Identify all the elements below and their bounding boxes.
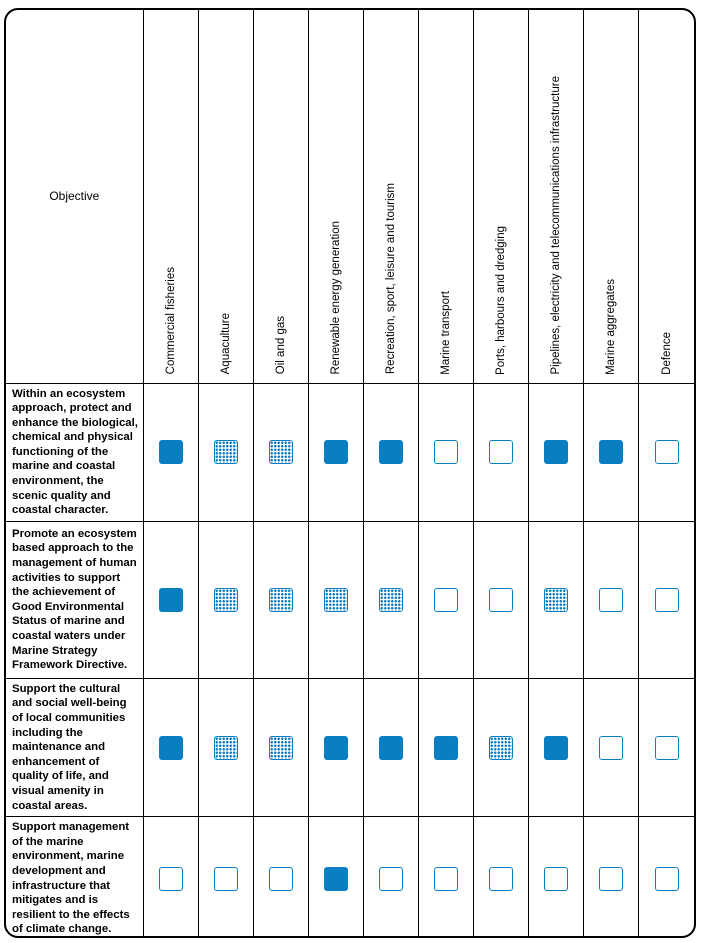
compatibility-cell — [253, 521, 308, 678]
compatibility-cell — [198, 817, 253, 938]
objective-row — [6, 383, 694, 521]
compatibility-cell — [143, 817, 198, 938]
partial-compatibility-marker — [214, 440, 238, 464]
compatibility-cell — [143, 678, 198, 816]
column-header — [639, 10, 694, 383]
column-header-label: Marine aggregates — [605, 278, 618, 375]
compatibility-cell — [529, 817, 584, 938]
none-compatibility-marker — [599, 588, 623, 612]
compatibility-cell — [419, 817, 474, 938]
column-header — [364, 10, 419, 383]
column-header-label: Recreation, sport, leisure and tourism — [385, 183, 398, 375]
compatibility-cell — [364, 817, 419, 938]
none-compatibility-marker — [599, 736, 623, 760]
none-compatibility-marker — [655, 736, 679, 760]
full-compatibility-marker — [379, 440, 403, 464]
none-compatibility-marker — [489, 867, 513, 891]
compatibility-cell — [419, 383, 474, 521]
compatibility-cell — [529, 521, 584, 678]
compatibility-cell — [198, 678, 253, 816]
objective-row — [6, 678, 694, 816]
compatibility-cell — [474, 678, 529, 816]
column-header — [529, 10, 584, 383]
compatibility-cell — [253, 383, 308, 521]
partial-compatibility-marker — [269, 736, 293, 760]
column-header — [198, 10, 253, 383]
none-compatibility-marker — [214, 867, 238, 891]
partial-compatibility-marker — [214, 736, 238, 760]
full-compatibility-marker — [324, 736, 348, 760]
compatibility-cell — [419, 521, 474, 678]
compatibility-cell — [639, 521, 694, 678]
compatibility-cell — [529, 678, 584, 816]
full-compatibility-marker — [159, 588, 183, 612]
objective-row — [6, 521, 694, 678]
column-header — [308, 10, 363, 383]
none-compatibility-marker — [159, 867, 183, 891]
objective-header: Objective — [6, 10, 143, 383]
column-header — [143, 10, 198, 383]
compatibility-cell — [364, 521, 419, 678]
objective-text: Within an ecosystem approach, protect and enhance the biological, chemical and physical functioning of the marine and coastal environment, the scenic quality and coastal character. — [6, 383, 143, 521]
full-compatibility-marker — [159, 736, 183, 760]
partial-compatibility-marker — [269, 588, 293, 612]
column-header-label: Marine transport — [440, 290, 453, 375]
compatibility-cell — [143, 521, 198, 678]
none-compatibility-marker — [655, 588, 679, 612]
column-header-label: Oil and gas — [274, 316, 287, 375]
full-compatibility-marker — [544, 440, 568, 464]
none-compatibility-marker — [655, 440, 679, 464]
objective-text: Support the cultural and social well-being of local communities including the maintenance and enhancement of quality of life, and visual amenity in coastal areas. — [6, 678, 143, 816]
compatibility-cell — [143, 383, 198, 521]
column-header-label: Aquaculture — [219, 313, 232, 375]
compatibility-cell — [584, 678, 639, 816]
compatibility-cell — [419, 678, 474, 816]
partial-compatibility-marker — [544, 588, 568, 612]
none-compatibility-marker — [269, 867, 293, 891]
compatibility-cell — [584, 817, 639, 938]
column-header — [584, 10, 639, 383]
compatibility-cell — [364, 678, 419, 816]
column-header — [474, 10, 529, 383]
compatibility-cell — [474, 383, 529, 521]
compatibility-cell — [308, 521, 363, 678]
full-compatibility-marker — [324, 867, 348, 891]
objectives-table — [6, 10, 694, 938]
full-compatibility-marker — [599, 440, 623, 464]
compatibility-cell — [474, 521, 529, 678]
none-compatibility-marker — [489, 440, 513, 464]
none-compatibility-marker — [379, 867, 403, 891]
none-compatibility-marker — [434, 867, 458, 891]
objective-row — [6, 817, 694, 938]
full-compatibility-marker — [159, 440, 183, 464]
column-header-label: Commercial fisheries — [164, 267, 177, 375]
none-compatibility-marker — [544, 867, 568, 891]
compatibility-cell — [584, 521, 639, 678]
column-header-label: Pipelines, electricity and telecommunications infrastructure — [550, 76, 563, 375]
full-compatibility-marker — [544, 736, 568, 760]
compatibility-cell — [639, 678, 694, 816]
compatibility-cell — [308, 678, 363, 816]
column-header-label: Defence — [660, 331, 673, 375]
column-header-label: Renewable energy generation — [329, 221, 342, 375]
none-compatibility-marker — [434, 588, 458, 612]
column-header — [419, 10, 474, 383]
compatibility-cell — [639, 817, 694, 938]
full-compatibility-marker — [379, 736, 403, 760]
header-row — [6, 10, 694, 383]
none-compatibility-marker — [599, 867, 623, 891]
compatibility-cell — [253, 817, 308, 938]
partial-compatibility-marker — [379, 588, 403, 612]
compatibility-cell — [308, 383, 363, 521]
column-header — [253, 10, 308, 383]
compatibility-cell — [474, 817, 529, 938]
full-compatibility-marker — [434, 736, 458, 760]
none-compatibility-marker — [489, 588, 513, 612]
full-compatibility-marker — [324, 440, 348, 464]
partial-compatibility-marker — [269, 440, 293, 464]
objectives-matrix — [4, 8, 696, 938]
column-header-label: Ports, harbours and dredging — [495, 225, 508, 375]
compatibility-cell — [584, 383, 639, 521]
partial-compatibility-marker — [489, 736, 513, 760]
none-compatibility-marker — [434, 440, 458, 464]
compatibility-cell — [364, 383, 419, 521]
compatibility-cell — [198, 521, 253, 678]
compatibility-cell — [198, 383, 253, 521]
objective-text: Promote an ecosystem based approach to the management of human activities to support the achievement of Good Environmental Status of marine and coastal waters under Marine Strategy Framework Directive. — [6, 521, 143, 678]
objective-text: Support management of the marine environment, marine development and infrastructure that mitigates and is resilient to the effects of climate change. — [6, 817, 143, 938]
partial-compatibility-marker — [324, 588, 348, 612]
compatibility-cell — [308, 817, 363, 938]
compatibility-cell — [639, 383, 694, 521]
compatibility-cell — [253, 678, 308, 816]
none-compatibility-marker — [655, 867, 679, 891]
partial-compatibility-marker — [214, 588, 238, 612]
compatibility-cell — [529, 383, 584, 521]
